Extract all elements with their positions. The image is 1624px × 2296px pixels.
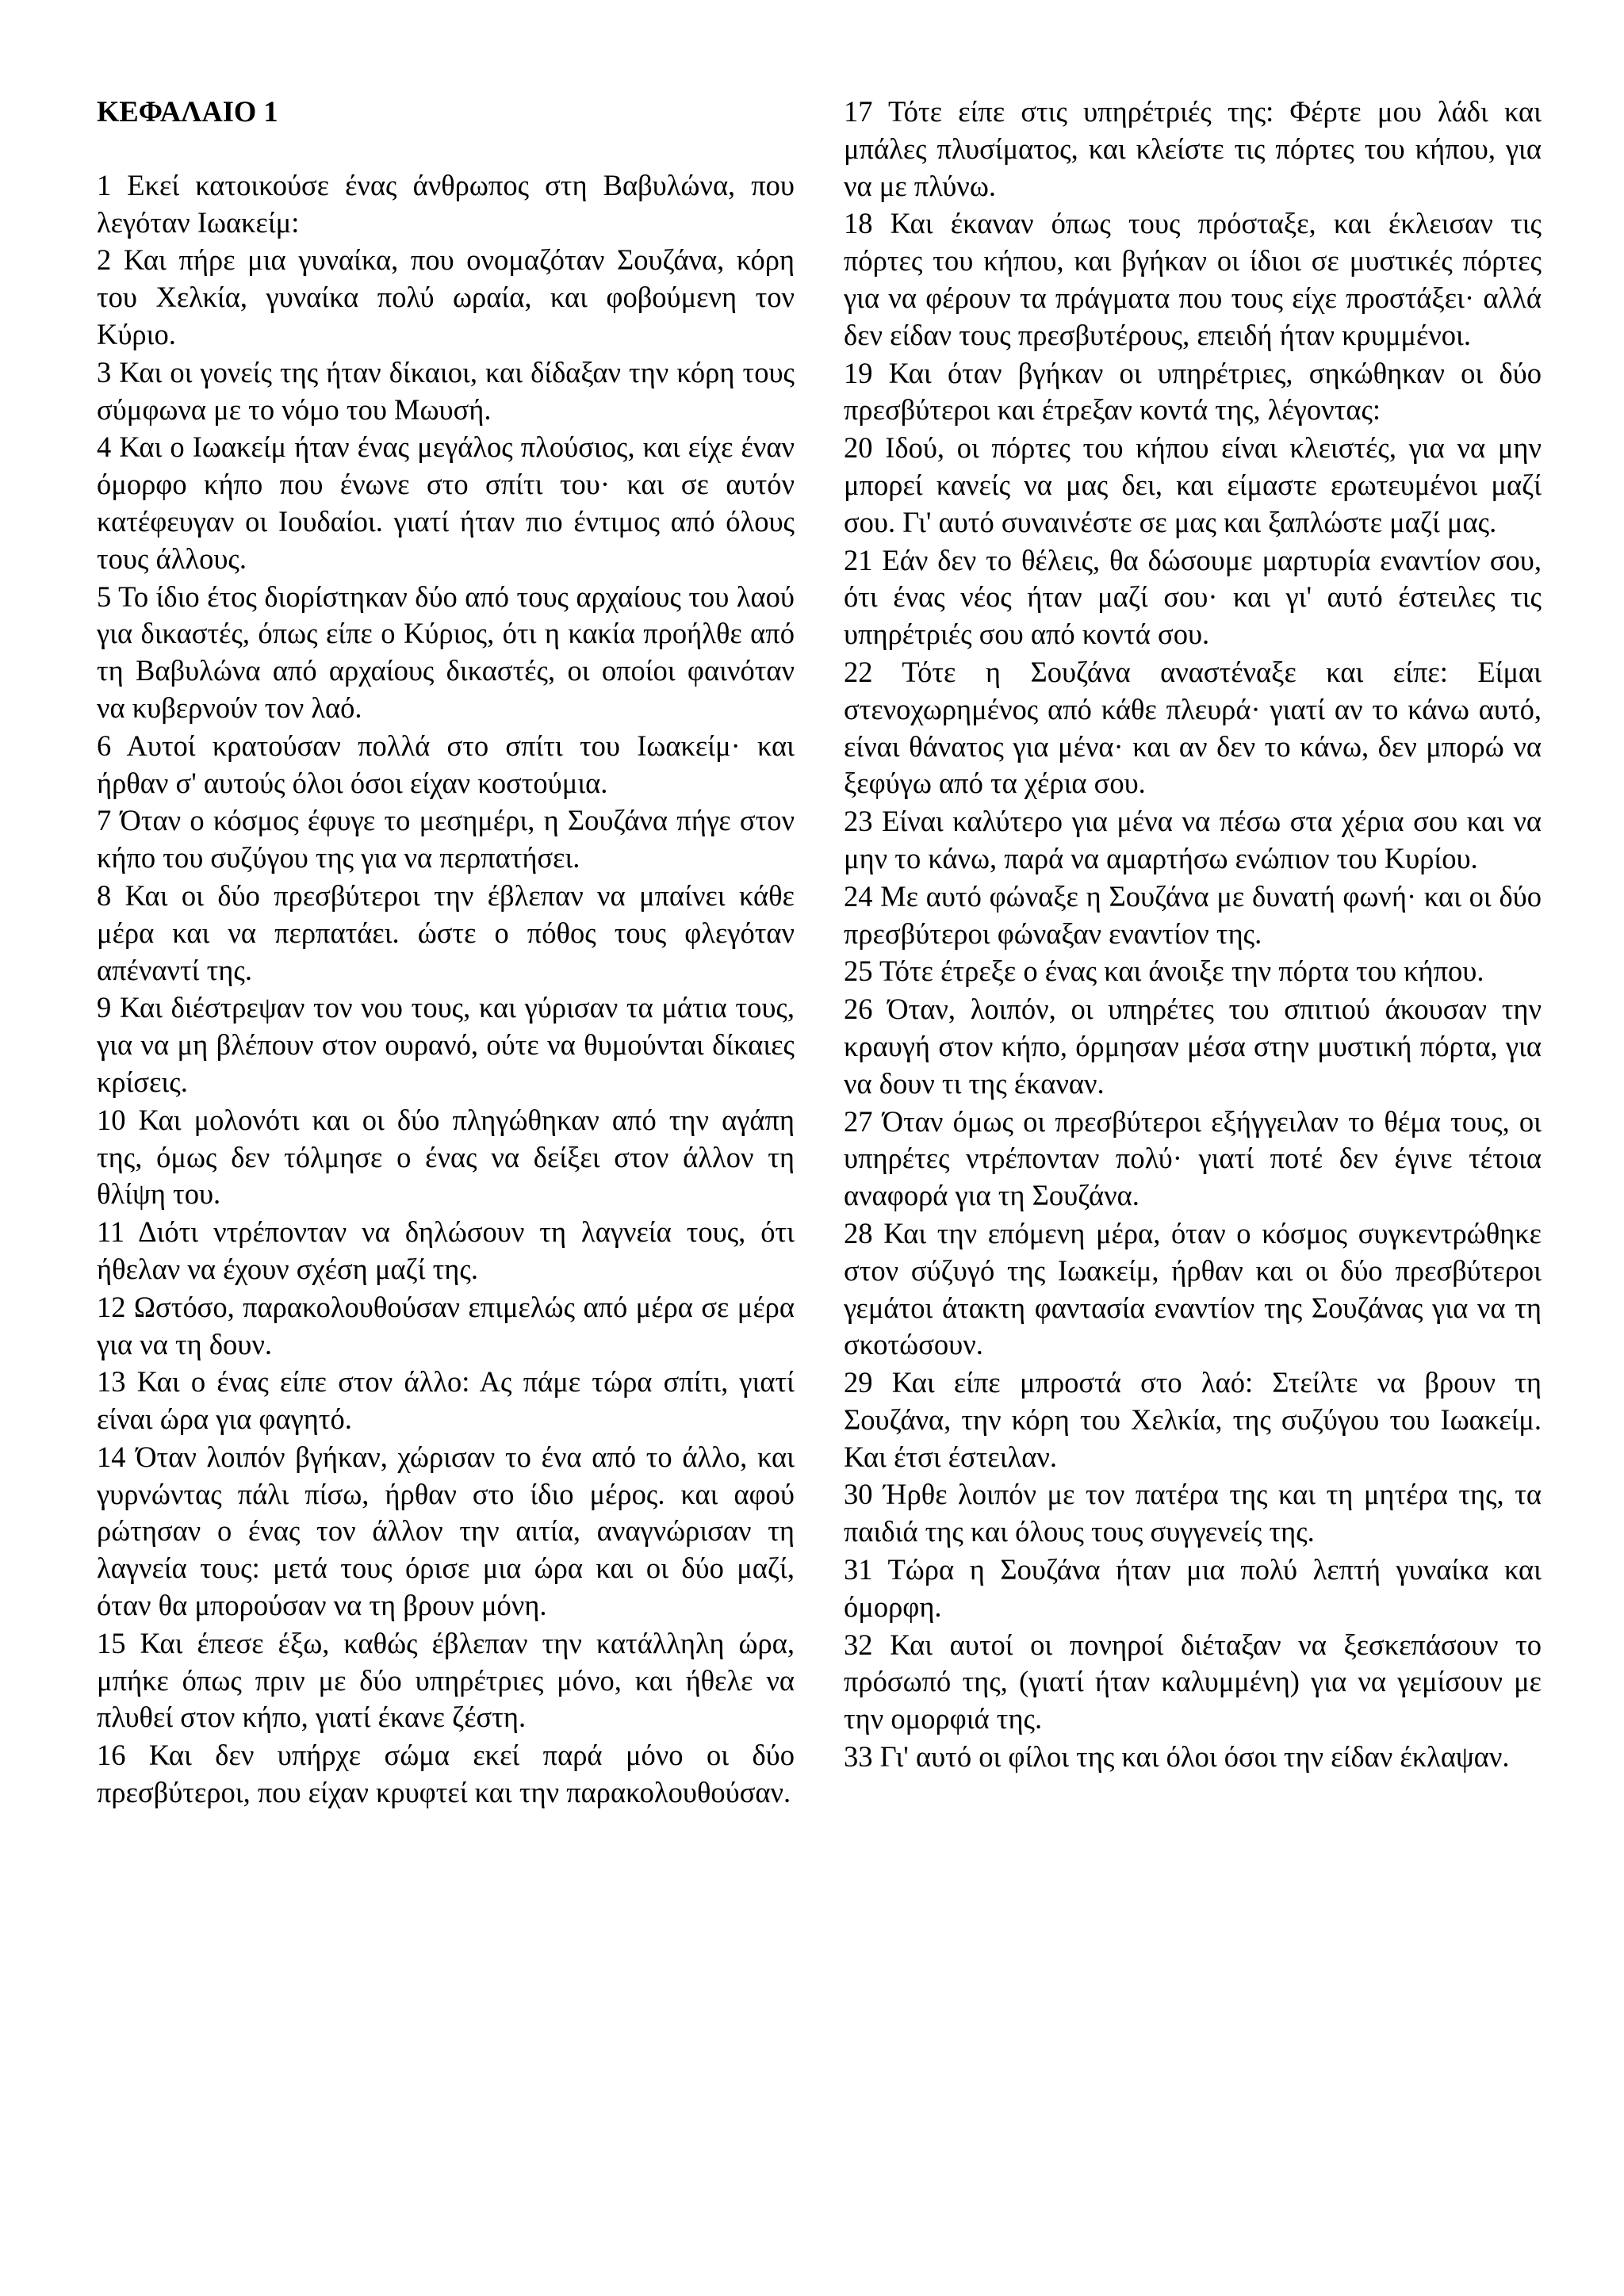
verse-25: 25 Τότε έτρεξε ο ένας και άνοιξε την πόρτα του κήπου. (844, 955, 1484, 988)
verse-17: 17 Τότε είπε στις υπηρέτριές της: Φέρτε μου λάδι και μπάλες πλυσίματος, και κλείστε τις πόρτες του κήπου, για να με πλύνω. (844, 95, 1542, 202)
verse-3: 3 Και οι γονείς της ήταν δίκαιοι, και δίδαξαν την κόρη τους σύμφωνα με το νόμο του Μωυσή. (97, 355, 795, 426)
verse-20: 20 Ιδού, οι πόρτες του κήπου είναι κλειστές, για να μην μπορεί κανείς να μας δει, και είμαστε ερωτευμένοι μαζί σου. Γι' αυτό συναινέστε σε μας και ξαπλώστε μαζί μας. (844, 431, 1542, 538)
verse-29: 29 Και είπε μπροστά στο λαό: Στείλτε να βρουν τη Σουζάνα, την κόρη του Χελκία, της συζύγου του Ιωακείμ. Και έτσι έστειλαν. (844, 1366, 1542, 1473)
verse-33: 33 Γι' αυτό οι φίλοι της και όλοι όσοι την είδαν έκλαψαν. (844, 1740, 1510, 1774)
left-verse-list (97, 167, 795, 1812)
verse-24: 24 Με αυτό φώναξε η Σουζάνα με δυνατή φωνή· και οι δύο πρεσβύτεροι φώναξαν εναντίον της. (844, 879, 1542, 950)
verse-32: 32 Και αυτοί οι πονηροί διέταξαν να ξεσκεπάσουν το πρόσωπό της, (γιατί ήταν καλυμμένη) για να γεμίσουν με την ομορφιά της. (844, 1628, 1542, 1735)
verse-5: 5 Το ίδιο έτος διορίστηκαν δύο από τους αρχαίους του λαού για δικαστές, όπως είπε ο Κύριος, ότι η κακία προήλθε από τη Βαβυλώνα από αρχαίους δικαστές, οι οποίοι φαινόταν να κυβερνούν τον λαό. (97, 580, 795, 724)
chapter-title: ΚΕΦΑΛΑΙΟ 1 (97, 95, 278, 128)
left-text-column (97, 94, 795, 1812)
verse-6: 6 Αυτοί κρατούσαν πολλά στο σπίτι του Ιωακείμ· και ήρθαν σ' αυτούς όλοι όσοι είχαν κοστούμια. (97, 729, 795, 799)
verse-27: 27 Όταν όμως οι πρεσβύτεροι εξήγγειλαν το θέμα τους, οι υπηρέτες ντρέπονταν πολύ· γιατί ποτέ δεν έγινε τέτοια αναφορά για τη Σουζάνα. (844, 1104, 1542, 1212)
verse-4: 4 Και ο Ιωακείμ ήταν ένας μεγάλος πλούσιος, και είχε έναν όμορφο κήπο που ένωνε στο σπίτι του· και σε αυτόν κατέφευγαν οι Ιουδαίοι. γιατί ήταν πιο έντιμος από όλους τους άλλους. (97, 430, 795, 575)
verse-22: 22 Τότε η Σουζάνα αναστέναξε και είπε: Είμαι στενοχωρημένος από κάθε πλευρά· γιατί αν το κάνω αυτό, είναι θάνατος για μένα· και αν δεν το κάνω, δεν μπορώ να ξεφύγω από τα χέρια σου. (844, 655, 1542, 800)
verse-8: 8 Και οι δύο πρεσβύτεροι την έβλεπαν να μπαίνει κάθε μέρα και να περπατάει. ώστε ο πόθος τους φλεγόταν απέναντί της. (97, 878, 795, 986)
verse-15: 15 Και έπεσε έξω, καθώς έβλεπαν την κατάλληλη ώρα, μπήκε όπως πριν με δύο υπηρέτριες μόνο, και ήθελε να πλυθεί στον κήπο, γιατί έκανε ζέστη. (97, 1626, 795, 1734)
verse-10: 10 Και μολονότι και οι δύο πληγώθηκαν από την αγάπη της, όμως δεν τόλμησε ο ένας να δείξει στον άλλον τη θλίψη του. (97, 1103, 795, 1211)
verse-26: 26 Όταν, λοιπόν, οι υπηρέτες του σπιτιού άκουσαν την κραυγή στον κήπο, όρμησαν μέσα στην μυστική πόρτα, για να δουν τι της έκαναν. (844, 993, 1542, 1100)
verse-1: 1 Εκεί κατοικούσε ένας άνθρωπος στη Βαβυλώνα, που λεγόταν Ιωακείμ: (97, 168, 795, 239)
verse-18: 18 Και έκαναν όπως τους πρόσταξε, και έκλεισαν τις πόρτες του κήπου, και βγήκαν οι ίδιοι σε μυστικές πόρτες για να φέρουν τα πράγματα που τους είχε προστάξει· αλλά δεν είδαν τους πρεσβυτέρους, επειδή ήταν κρυμμένοι. (844, 207, 1542, 351)
verse-19: 19 Και όταν βγήκαν οι υπηρέτριες, σηκώθηκαν οι δύο πρεσβύτεροι και έτρεξαν κοντά της, λέγοντας: (844, 356, 1542, 427)
verse-11: 11 Διότι ντρέπονταν να δηλώσουν τη λαγνεία τους, ότι ήθελαν να έχουν σχέση μαζί της. (97, 1215, 795, 1285)
verse-23: 23 Είναι καλύτερο για μένα να πέσω στα χέρια σου και να μην το κάνω, παρά να αμαρτήσω ενώπιον του Κυρίου. (844, 805, 1542, 874)
right-text-column (844, 94, 1542, 1777)
verse-28: 28 Και την επόμενη μέρα, όταν ο κόσμος συγκεντρώθηκε στον σύζυγό της Ιωακείμ, ήρθαν και οι δύο πρεσβύτεροι γεμάτοι άτακτη φαντασία εναντίον της Σουζάνας για να τη σκοτώσουν. (844, 1216, 1542, 1361)
verse-2: 2 Και πήρε μια γυναίκα, που ονομαζόταν Σουζάνα, κόρη του Χελκία, γυναίκα πολύ ωραία, και φοβούμενη τον Κύριο. (97, 243, 795, 350)
verse-21: 21 Εάν δεν το θέλεις, θα δώσουμε μαρτυρία εναντίον σου, ότι ένας νέος ήταν μαζί σου· και γι' αυτό έστειλες τις υπηρέτριές σου από κοντά σου. (844, 543, 1542, 651)
verse-30: 30 Ήρθε λοιπόν με τον πατέρα της και τη μητέρα της, τα παιδιά της και όλους τους συγγενείς της. (844, 1478, 1542, 1548)
verse-12: 12 Ωστόσο, παρακολουθούσαν επιμελώς από μέρα σε μέρα για να τη δουν. (97, 1290, 795, 1360)
verse-13: 13 Και ο ένας είπε στον άλλο: Ας πάμε τώρα σπίτι, γιατί είναι ώρα για φαγητό. (97, 1365, 795, 1436)
verse-9: 9 Και διέστρεψαν τον νου τους, και γύρισαν τα μάτια τους, για να μη βλέπουν στον ουρανό, ούτε να θυμούνται δίκαιες κρίσεις. (97, 991, 795, 1098)
verse-7: 7 Όταν ο κόσμος έφυγε το μεσημέρι, η Σουζάνα πήγε στον κήπο του συζύγου της για να περπατήσει. (97, 804, 795, 874)
verse-14: 14 Όταν λοιπόν βγήκαν, χώρισαν το ένα από το άλλο, και γυρνώντας πάλι πίσω, ήρθαν στο ίδιο μέρος. και αφού ρώτησαν ο ένας τον άλλον την αιτία, αναγνώρισαν τη λαγνεία τους: μετά τους όρισε μια ώρα και οι δύο μαζί, όταν θα μπορούσαν να τη βρουν μόνη. (97, 1440, 795, 1622)
verse-31: 31 Τώρα η Σουζάνα ήταν μια πολύ λεπτή γυναίκα και όμορφη. (844, 1553, 1542, 1623)
verse-16: 16 Και δεν υπήρχε σώμα εκεί παρά μόνο οι δύο πρεσβύτεροι, που είχαν κρυφτεί και την παρακολουθούσαν. (97, 1739, 795, 1809)
